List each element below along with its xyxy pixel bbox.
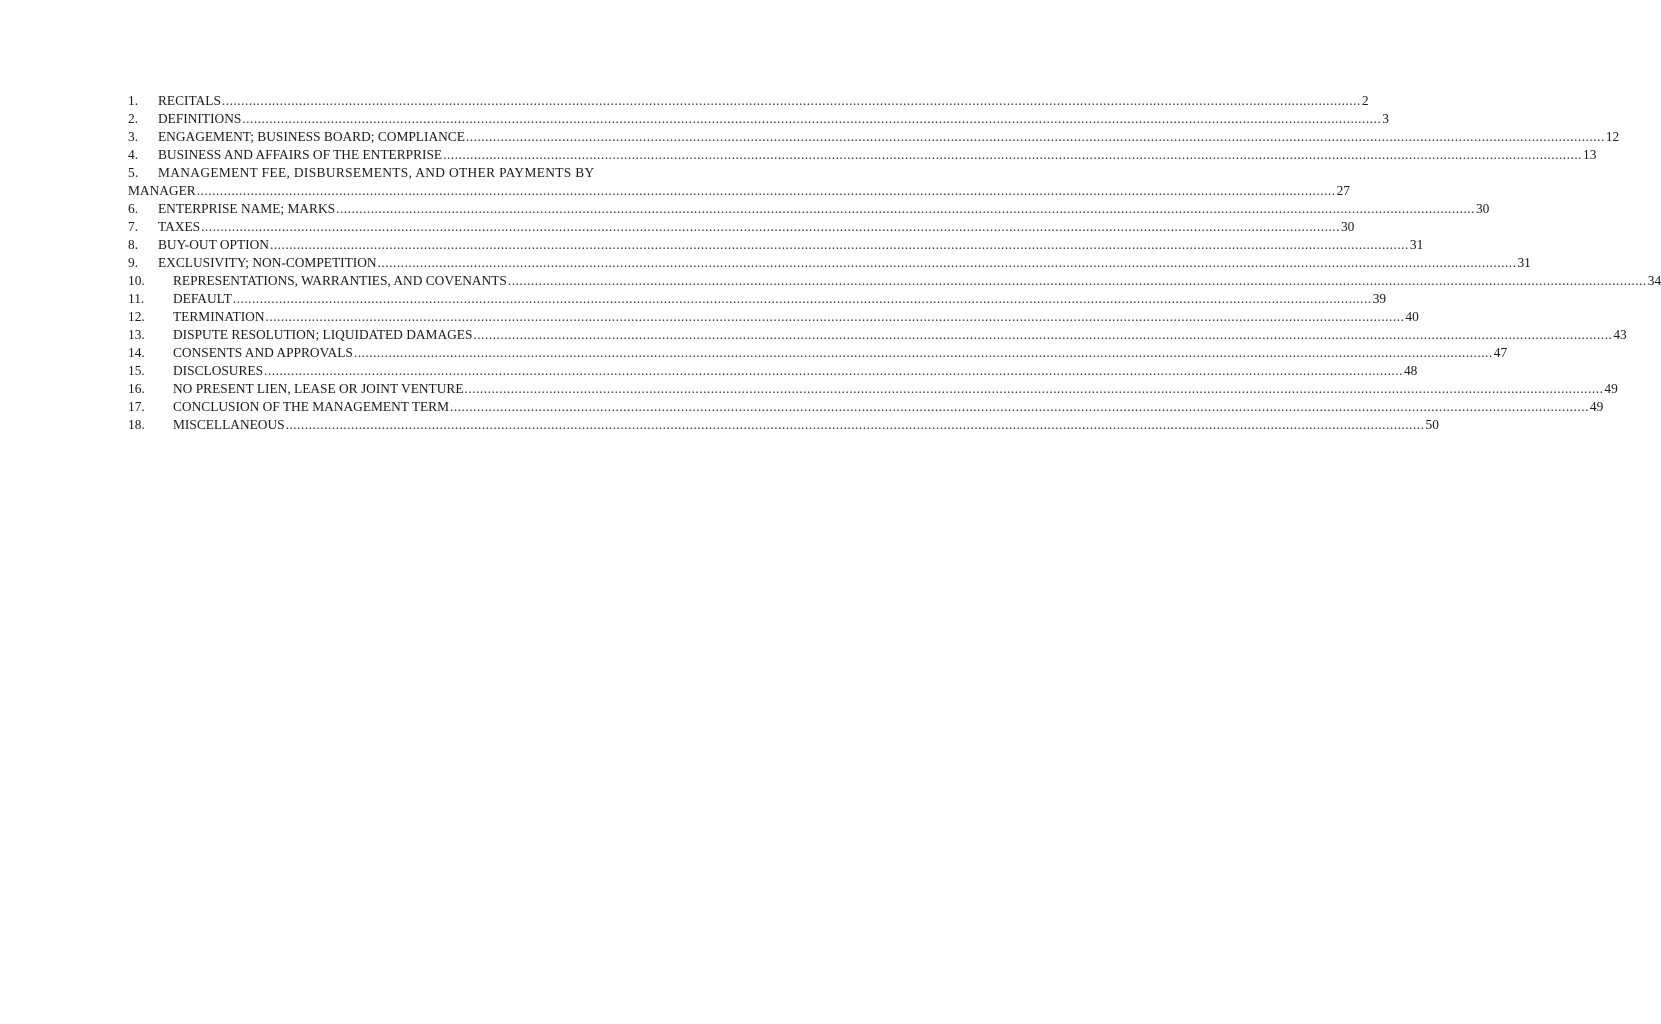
dot-leader [264,362,1403,380]
dot-leader [201,218,1340,236]
toc-entry-buy-out[interactable] [128,236,1424,254]
toc-entry-title: CONCLUSION OF THE MANAGEMENT TERM [173,399,450,414]
toc-entry-management-fee-continued[interactable] [128,182,1350,200]
toc-entry-page: 30 [1340,219,1355,234]
toc-entry-title-line2: MANAGER [128,183,196,198]
toc-entry-miscellaneous[interactable] [128,416,1439,434]
dot-leader [473,326,1612,344]
dot-leader [443,146,1582,164]
toc-entry-exclusivity[interactable] [128,254,1531,272]
toc-entry-title-line1: MANAGEMENT FEE, DISBURSEMENTS, AND OTHER PAYMENTS BY [158,165,595,180]
toc-entry-title: ENTERPRISE NAME; MARKS [158,201,336,216]
toc-entry-number: 1. [128,93,139,108]
toc-entry-recitals[interactable] [128,92,1369,110]
dot-leader [336,200,1475,218]
toc-entry-title: TAXES [158,219,201,234]
toc-entry-number: 10. [128,273,145,288]
toc-entry-title: MISCELLANEOUS [173,417,285,432]
toc-entry-title: DISPUTE RESOLUTION; LIQUIDATED DAMAGES [173,327,473,342]
toc-entry-title: TERMINATION [173,309,265,324]
toc-entry-number: 13. [128,327,145,342]
toc-entry-representations[interactable] [128,272,1661,290]
toc-entry-engagement[interactable] [128,128,1620,146]
toc-entry-number: 7. [128,219,139,234]
toc-entry-page: 3 [1382,111,1389,126]
toc-entry-title: CONSENTS AND APPROVALS [173,345,353,360]
dot-leader [450,398,1589,416]
toc-entry-number: 11. [128,291,145,306]
toc-entry-conclusion[interactable] [128,398,1604,416]
toc-entry-no-present-lien[interactable] [128,380,1618,398]
dot-leader [466,128,1605,146]
toc-entry-enterprise-name[interactable] [128,200,1490,218]
toc-entry-page: 39 [1372,291,1387,306]
toc-entry-page: 30 [1475,201,1490,216]
toc-entry-page: 13 [1583,147,1597,162]
toc-entry-number: 8. [128,237,139,252]
toc-entry-page: 49 [1589,399,1604,414]
toc-entry-title: DISCLOSURES [173,363,264,378]
toc-entry-title: NO PRESENT LIEN, LEASE OR JOINT VENTURE [173,381,464,396]
toc-entry-page: 48 [1403,363,1418,378]
toc-entry-page: 2 [1361,93,1369,108]
toc-entry-number: 3. [128,129,139,144]
toc-entry-page: 40 [1405,309,1419,324]
toc-entry-number: 18. [128,417,145,432]
dot-leader [465,380,1604,398]
dot-leader [197,182,1336,200]
toc-entry-title: BUSINESS AND AFFAIRS OF THE ENTERPRISE [158,147,443,162]
toc-entry-definitions[interactable] [128,110,1389,128]
toc-entry-termination[interactable] [128,308,1419,326]
toc-entry-title: EXCLUSIVITY; NON-COMPETITION [158,255,377,270]
toc-entry-taxes[interactable] [128,218,1355,236]
toc-entry-title: REPRESENTATIONS, WARRANTIES, AND COVENANTS [173,273,507,288]
toc-entry-number: 5. [128,165,139,180]
toc-entry-disclosures[interactable] [128,362,1418,380]
toc-entry-number: 12. [128,309,145,324]
toc-entry-number: 9. [128,255,139,270]
toc-entry-number: 17. [128,399,145,414]
dot-leader [286,416,1425,434]
table-of-contents [128,92,1661,434]
toc-entry-page: 50 [1425,417,1439,432]
toc-entry-page: 31 [1409,237,1424,252]
toc-entry-number: 4. [128,147,139,162]
toc-entry-title: DEFAULT [173,291,232,306]
dot-leader [354,344,1493,362]
dot-leader [233,290,1372,308]
dot-leader [378,254,1517,272]
toc-entry-number: 2. [128,111,139,126]
toc-entry-business-affairs[interactable] [128,146,1597,164]
dot-leader [242,110,1381,128]
toc-entry-page: 43 [1613,327,1627,342]
dot-leader [266,308,1405,326]
toc-entry-page: 34 [1647,273,1661,288]
dot-leader [270,236,1409,254]
toc-entry-title: BUY-OUT OPTION [158,237,269,252]
toc-entry-dispute-resolution[interactable] [128,326,1627,344]
toc-entry-page: 31 [1517,255,1531,270]
toc-entry-page: 27 [1336,183,1350,198]
toc-entry-title: ENGAGEMENT; BUSINESS BOARD; COMPLIANCE [158,129,465,144]
toc-entry-page: 49 [1604,381,1618,396]
toc-entry-number: 16. [128,381,145,396]
toc-entry-number: 15. [128,363,145,378]
toc-entry-number: 6. [128,201,139,216]
toc-entry-page: 12 [1605,129,1620,144]
toc-entry-consents[interactable] [128,344,1508,362]
toc-entry-management-fee[interactable] [128,164,655,182]
toc-entry-title: RECITALS [158,93,221,108]
toc-entry-page: 47 [1493,345,1508,360]
dot-leader [222,92,1361,110]
dot-leader [508,272,1647,290]
toc-entry-title: DEFINITIONS [158,111,242,126]
toc-entry-number: 14. [128,345,145,360]
toc-entry-default[interactable] [128,290,1387,308]
